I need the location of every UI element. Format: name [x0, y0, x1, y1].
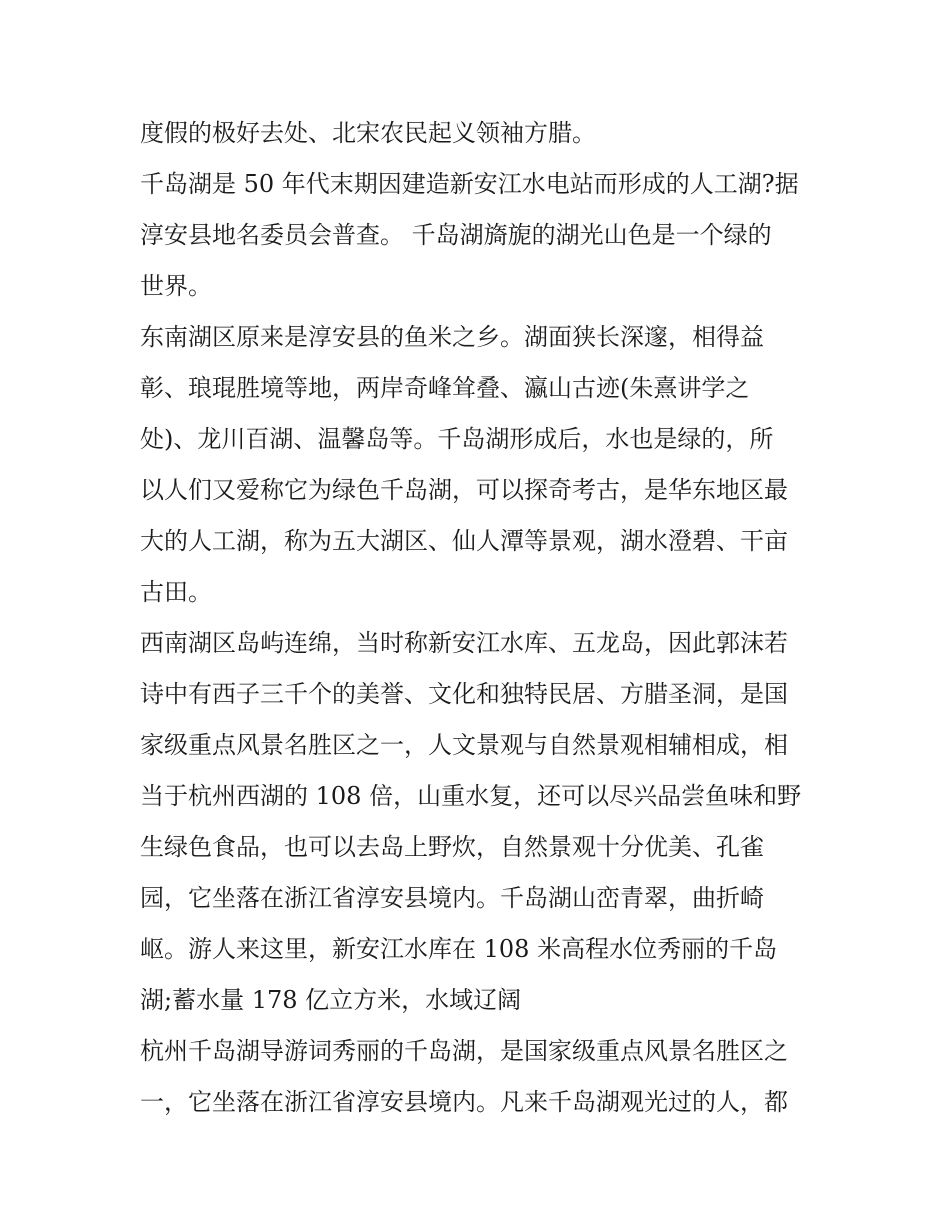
text-line: 岖。游人来这里，新安江水库在 108 米高程水位秀丽的千岛: [140, 935, 778, 963]
document-body: [140, 108, 820, 1128]
text-line: 当于杭州西湖的 108 倍，山重水复，还可以尽兴品尝鱼味和野: [140, 782, 802, 810]
text-line: 杭州千岛湖导游词秀丽的千岛湖，是国家级重点风景名胜区之: [140, 1037, 788, 1065]
text-line: 彰、琅琨胜境等地，两岸奇峰耸叠、瀛山古迹(朱熹讲学之: [140, 374, 750, 402]
text-line: 千岛湖是 50 年代末期因建造新安江水电站而形成的人工湖?据: [140, 170, 799, 198]
text-line: 诗中有西子三千个的美誉、文化和独特民居、方腊圣洞，是国: [140, 680, 788, 708]
text-line: 古田。: [140, 578, 212, 606]
text-line: 以人们又爱称它为绿色千岛湖，可以探奇考古，是华东地区最: [140, 476, 788, 504]
text-line: 大的人工湖，称为五大湖区、仙人潭等景观，湖水澄碧、干亩: [140, 527, 788, 555]
text-line: 一，它坐落在浙江省淳安县境内。凡来千岛湖观光过的人，都: [140, 1088, 788, 1116]
text-line: 东南湖区原来是淳安县的鱼米之乡。湖面狭长深邃，相得益: [140, 323, 764, 351]
text-line: 处)、龙川百湖、温馨岛等。千岛湖形成后，水也是绿的，所: [140, 425, 774, 453]
text-line: 园，它坐落在浙江省淳安县境内。千岛湖山峦青翠，曲折崎: [140, 884, 764, 912]
text-line: 湖;蓄水量 178 亿立方米，水域辽阔: [140, 986, 522, 1014]
text-line: 淳安县地名委员会普查。 千岛湖旖旎的湖光山色是一个绿的: [140, 221, 772, 249]
text-line: 西南湖区岛屿连绵，当时称新安江水库、五龙岛，因此郭沫若: [140, 629, 788, 657]
text-line: 度假的极好去处、北宋农民起义领袖方腊。: [140, 119, 596, 147]
text-line: 世界。: [140, 272, 212, 300]
text-line: 家级重点风景名胜区之一，人文景观与自然景观相辅相成，相: [140, 731, 788, 759]
text-line: 生绿色食品，也可以去岛上野炊，自然景观十分优美、孔雀: [140, 833, 764, 861]
